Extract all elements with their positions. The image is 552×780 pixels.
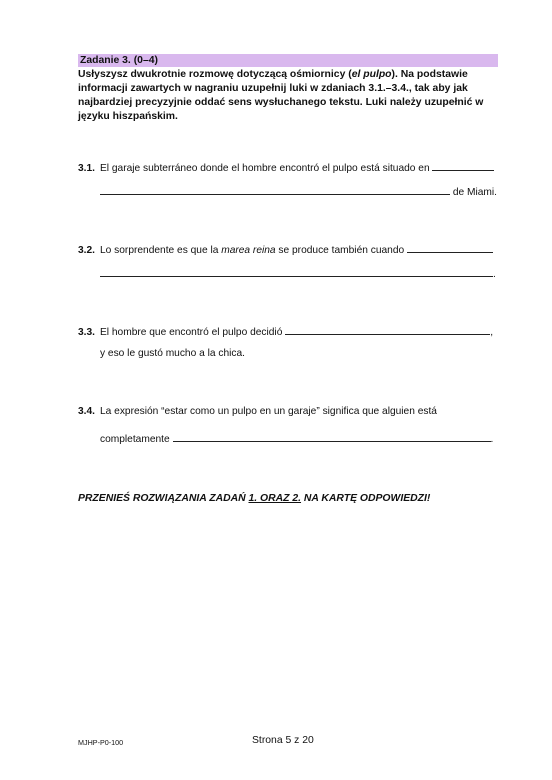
question-text: El garaje subterráneo donde el hombre encontró el pulpo está situado en [100, 163, 430, 174]
question-text: Lo sorprendente es que la [100, 245, 222, 256]
question-number: 3.1. [78, 163, 95, 174]
note-part-2: 1. ORAZ 2. [248, 493, 302, 504]
transfer-answers-note [78, 493, 430, 504]
question-3-2-line2 [100, 266, 496, 281]
question-text-end: , [490, 327, 494, 338]
question-text: se produce también cuando [275, 245, 405, 256]
note-part-3: NA KARTĘ ODPOWIEDZI! [301, 493, 431, 504]
question-number: 3.3. [78, 327, 95, 338]
answer-blank[interactable] [285, 324, 490, 335]
question-text-end: . [493, 269, 496, 280]
question-3-4-line1 [78, 406, 437, 418]
question-text-end: . [490, 434, 494, 445]
answer-blank[interactable] [432, 160, 494, 171]
question-text: La expresión “estar como un pulpo en un garaje” significa que alguien está [100, 406, 437, 417]
instructions-text-2: ). Na podstawie informacji zawartych w nagraniu uzupełnij luki w zdaniach 3.1.–3.4., tak aby jak najbardziej precyzyjnie oddać sens wysłuchanego tekstu. Luki należy uzupełnić w języku hiszpańskim. [78, 69, 484, 122]
question-3-1-line1 [78, 160, 494, 175]
exam-code: MJHP-P0-100 [78, 738, 124, 747]
question-3-2-line1 [78, 242, 493, 257]
page-number: Strona 5 z 20 [252, 735, 314, 746]
question-3-1-line2 [100, 184, 497, 199]
question-3-4-line2 [100, 431, 493, 446]
question-number: 3.2. [78, 245, 95, 256]
task-instructions [78, 68, 506, 124]
note-part-1: PRZENIEŚ ROZWIĄZANIA ZADAŃ [78, 493, 249, 504]
answer-blank[interactable] [100, 184, 450, 195]
question-number: 3.4. [78, 406, 95, 417]
instructions-italic: el pulpo [351, 69, 392, 80]
question-text-end: de Miami. [452, 187, 498, 198]
question-text: El hombre que encontró el pulpo decidió [100, 327, 283, 338]
question-text: completamente [100, 434, 170, 445]
question-italic: marea reina [221, 245, 276, 256]
answer-blank[interactable] [173, 431, 491, 442]
answer-blank[interactable] [407, 242, 493, 253]
instructions-text-1: Usłyszysz dwukrotnie rozmowę dotyczącą ośmiornicy ( [78, 69, 352, 80]
answer-blank[interactable] [100, 266, 493, 277]
task-title: Zadanie 3. (0–4) [80, 55, 158, 66]
question-3-3-line1 [78, 324, 493, 339]
question-3-3-line2: y eso le gustó mucho a la chica. [100, 348, 245, 359]
